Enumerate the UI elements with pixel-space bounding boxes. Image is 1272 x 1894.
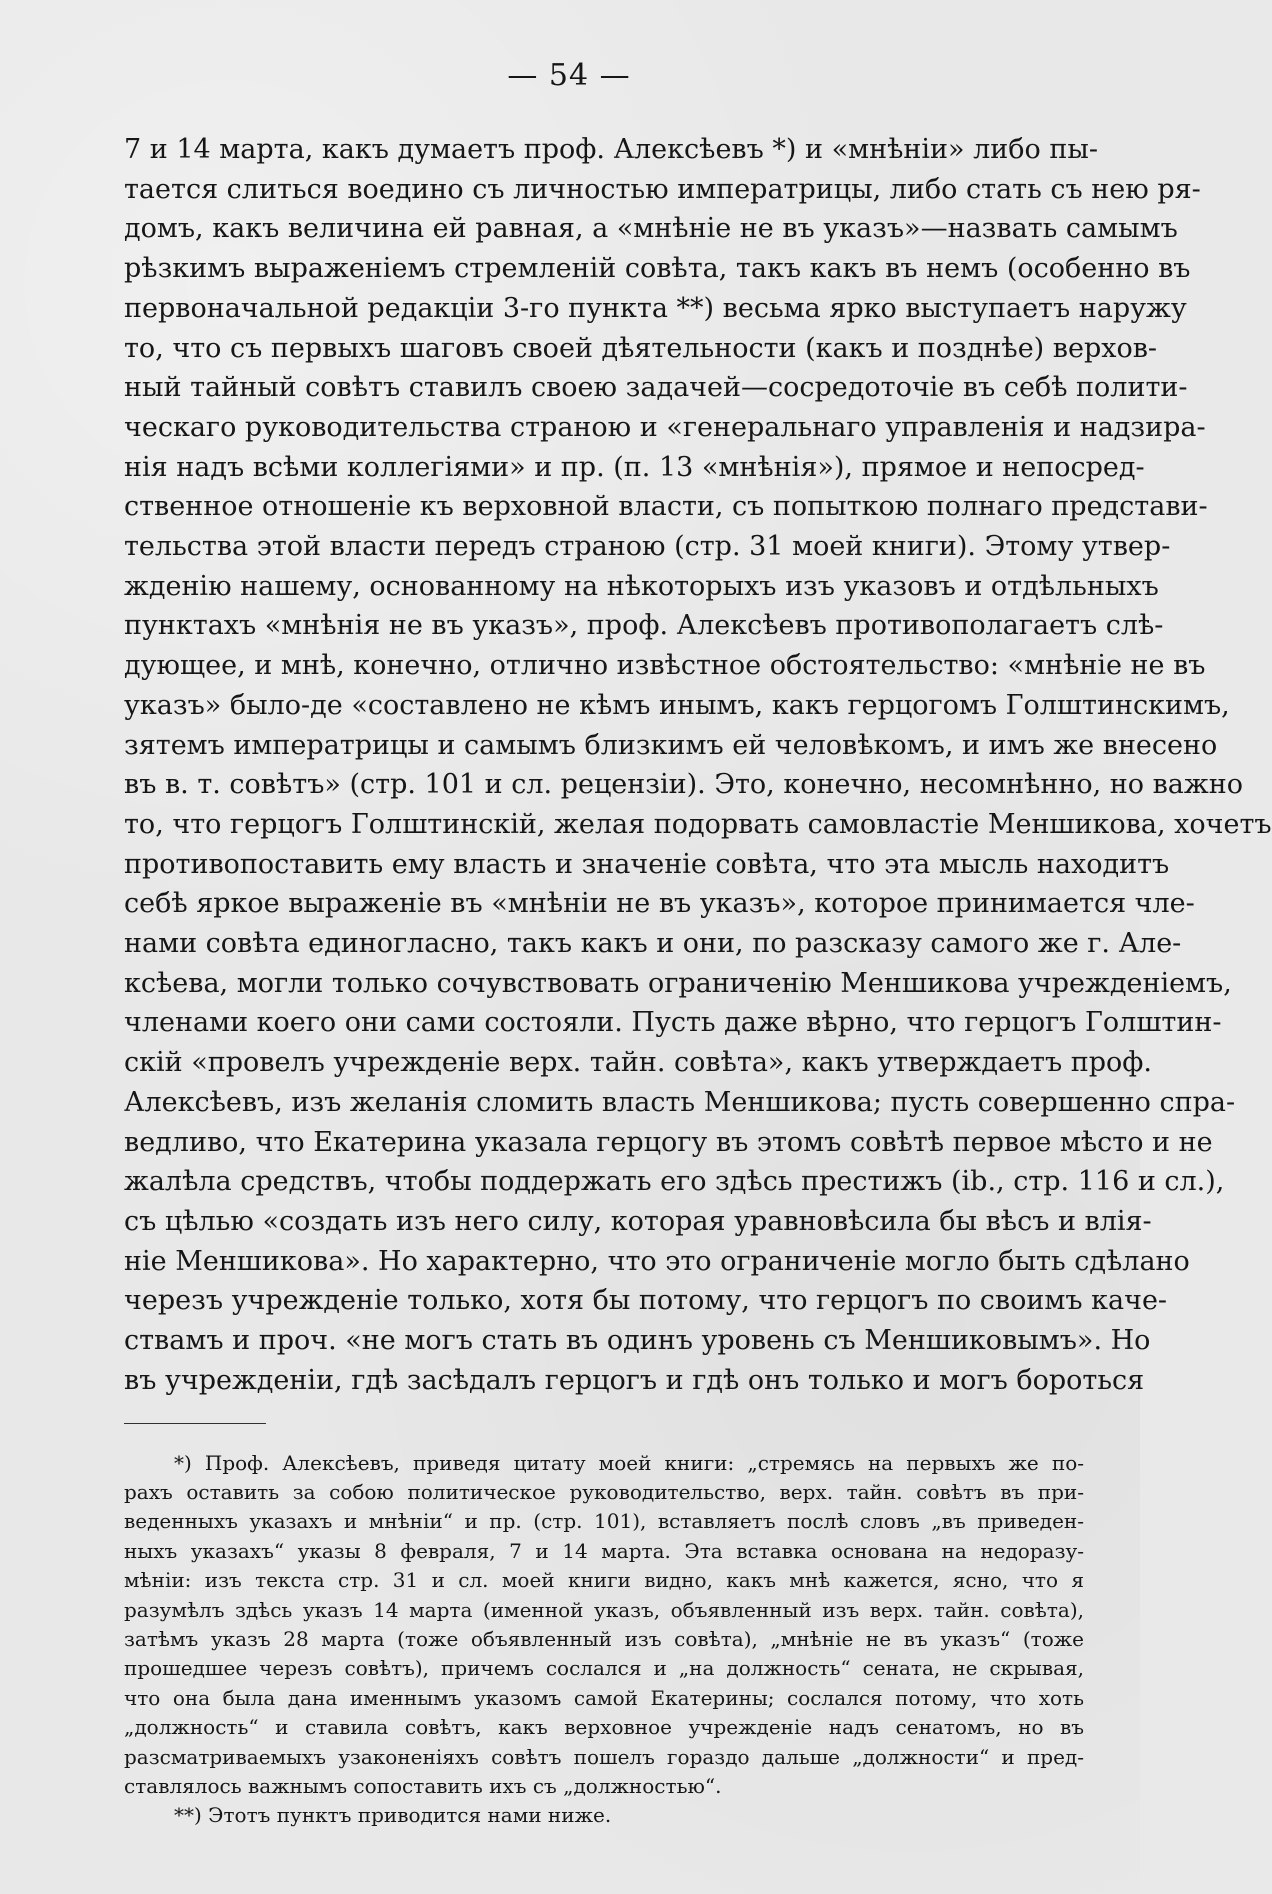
text-line: нами совѣта единогласно, такъ какъ и они, по разсказу самого же г. Але- xyxy=(124,928,1182,960)
text-line: тельства этой власти передъ страною (стр. 31 моей книги). Этому утвер- xyxy=(124,531,1171,563)
text-line: ведливо, что Екатерина указала герцогу въ этомъ совѣтѣ первое мѣсто и не xyxy=(124,1126,1213,1158)
text-line: нія надъ всѣми коллегіями» и пр. (п. 13 «мнѣнія»), прямое и непосред- xyxy=(124,451,1145,483)
footnote-line: рахъ оставить за собою политическое руководительство, верх. тайн. совѣтъ въ при- xyxy=(124,1479,1084,1504)
footnote-line: затѣмъ указъ 28 марта (тоже объявленный изъ совѣта), „мнѣніе не въ указъ“ (тоже xyxy=(124,1626,1084,1651)
footnotes xyxy=(124,1449,1084,1831)
text-line: ственное отношеніе къ верховной власти, съ попыткою полнаго представи- xyxy=(124,491,1208,523)
text-line: Алексѣевъ, изъ желанія сломить власть Меншикова; пусть совершенно спра- xyxy=(124,1086,1236,1118)
text-line: ніе Меншикова». Но характерно, что это ограниченіе могло быть сдѣлано xyxy=(124,1245,1190,1277)
footnote-line: ныхъ указахъ“ указы 8 февраля, 7 и 14 марта. Эта вставка основана на недоразу- xyxy=(124,1538,1084,1563)
text-line: пунктахъ «мнѣнія не въ указъ», проф. Алексѣевъ противополагаетъ слѣ- xyxy=(124,610,1164,642)
text-line: съ цѣлью «создать изъ него силу, которая уравновѣсила бы вѣсъ и влія- xyxy=(124,1205,1152,1237)
text-line: то, что герцогъ Голштинскій, желая подорвать самовластіе Меншикова, хочетъ xyxy=(124,808,1272,840)
text-line: дующее, и мнѣ, конечно, отлично извѣстное обстоятельство: «мнѣніе не въ xyxy=(124,650,1206,682)
text-line: ксѣева, могли только сочувствовать ограниченію Меншикова учрежденіемъ, xyxy=(124,967,1232,999)
footnote-line: веденныхъ указахъ и мнѣніи“ и пр. (стр. 101), вставляетъ послѣ словъ „въ приведен- xyxy=(124,1509,1084,1534)
footnote-line: разумѣлъ здѣсь указъ 14 марта (именной указъ, объявленный изъ верх. тайн. совѣта), xyxy=(124,1597,1084,1622)
footnote-line: *) Проф. Алексѣевъ, приведя цитату моей книги: „стремясь на первыхъ же по- xyxy=(174,1450,1084,1475)
text-line: себѣ яркое выраженіе въ «мнѣніи не въ указъ», которое принимается чле- xyxy=(124,888,1195,920)
footnote-line: разсматриваемыхъ узаконеніяхъ совѣтъ пошелъ гораздо дальше „должности“ и пред- xyxy=(124,1744,1084,1769)
footnote-divider xyxy=(124,1423,266,1424)
text-line: первоначальной редакціи 3-го пункта **) весьма ярко выступаетъ наружу xyxy=(124,292,1187,324)
footnote-line: прошедшее черезъ совѣтъ), причемъ сослался и „на должность“ сената, не скрывая, xyxy=(124,1656,1084,1681)
text-line: рѣзкимъ выраженіемъ стремленій совѣта, такъ какъ въ немъ (особенно въ xyxy=(124,253,1191,285)
text-line: въ учрежденіи, гдѣ засѣдалъ герцогъ и гдѣ онъ только и могъ бороться xyxy=(124,1364,1145,1396)
footnote-line: „должность“ и ставила совѣтъ, какъ верховное учрежденіе надъ сенатомъ, но въ xyxy=(124,1715,1084,1740)
footnote-line: что она была дана именнымъ указомъ самой Екатерины; сослался потому, что хоть xyxy=(124,1685,1084,1710)
text-line: скій «провелъ учрежденіе верх. тайн. совѣта», какъ утверждаетъ проф. xyxy=(124,1047,1152,1079)
text-line: ный тайный совѣтъ ставилъ своею задачей—сосредоточіе въ себѣ полити- xyxy=(124,372,1188,404)
text-line: 7 и 14 марта, какъ думаетъ проф. Алексѣевъ *) и «мнѣніи» либо пы- xyxy=(124,134,1098,165)
text-line: черезъ учрежденіе только, хотя бы потому, что герцогъ по своимъ каче- xyxy=(124,1285,1168,1317)
text-line: жденію нашему, основанному на нѣкоторыхъ изъ указовъ и отдѣльныхъ xyxy=(124,570,1159,602)
text-line: ствамъ и проч. «не могъ стать въ одинъ уровень съ Меншиковымъ». Но xyxy=(124,1325,1151,1357)
text-line: ческаго руководительства страною и «генеральнаго управленія и надзира- xyxy=(124,411,1206,443)
text-line: тается слиться воедино съ личностью императрицы, либо стать съ нею ря- xyxy=(124,173,1201,205)
text-line: въ в. т. совѣтъ» (стр. 101 и сл. рецензіи). Это, конечно, несомнѣнно, но важно xyxy=(124,769,1243,801)
text-line: указъ» было-де «составлено не кѣмъ инымъ, какъ герцогомъ Голштинскимъ, xyxy=(124,689,1230,721)
text-line: домъ, какъ величина ей равная, а «мнѣніе не въ указъ»—назвать самымъ xyxy=(124,213,1178,245)
text-line: противопоставить ему власть и значеніе совѣта, что эта мысль находитъ xyxy=(124,848,1170,880)
footnote-line: мѣніи: изъ текста стр. 31 и сл. моей книги видно, какъ мнѣ кажется, ясно, что я xyxy=(124,1568,1084,1593)
main-text xyxy=(124,130,1272,1401)
text-line: то, что съ первыхъ шаговъ своей дѣятельности (какъ и позднѣе) верхов- xyxy=(124,332,1158,364)
text-line: жалѣла средствъ, чтобы поддержать его здѣсь престижъ (ib., стр. 116 и сл.), xyxy=(124,1166,1225,1198)
text-line: членами коего они сами состояли. Пусть даже вѣрно, что герцогъ Голштин- xyxy=(124,1007,1222,1039)
page-number: — 54 — xyxy=(507,58,631,93)
text-line: зятемъ императрицы и самымъ близкимъ ей человѣкомъ, и имъ же внесено xyxy=(124,729,1218,761)
footnote-line: ставлялось важнымъ сопоставить ихъ съ „должностью“. xyxy=(124,1773,722,1798)
footnote-line: **) Этотъ пунктъ приводится нами ниже. xyxy=(174,1803,612,1828)
